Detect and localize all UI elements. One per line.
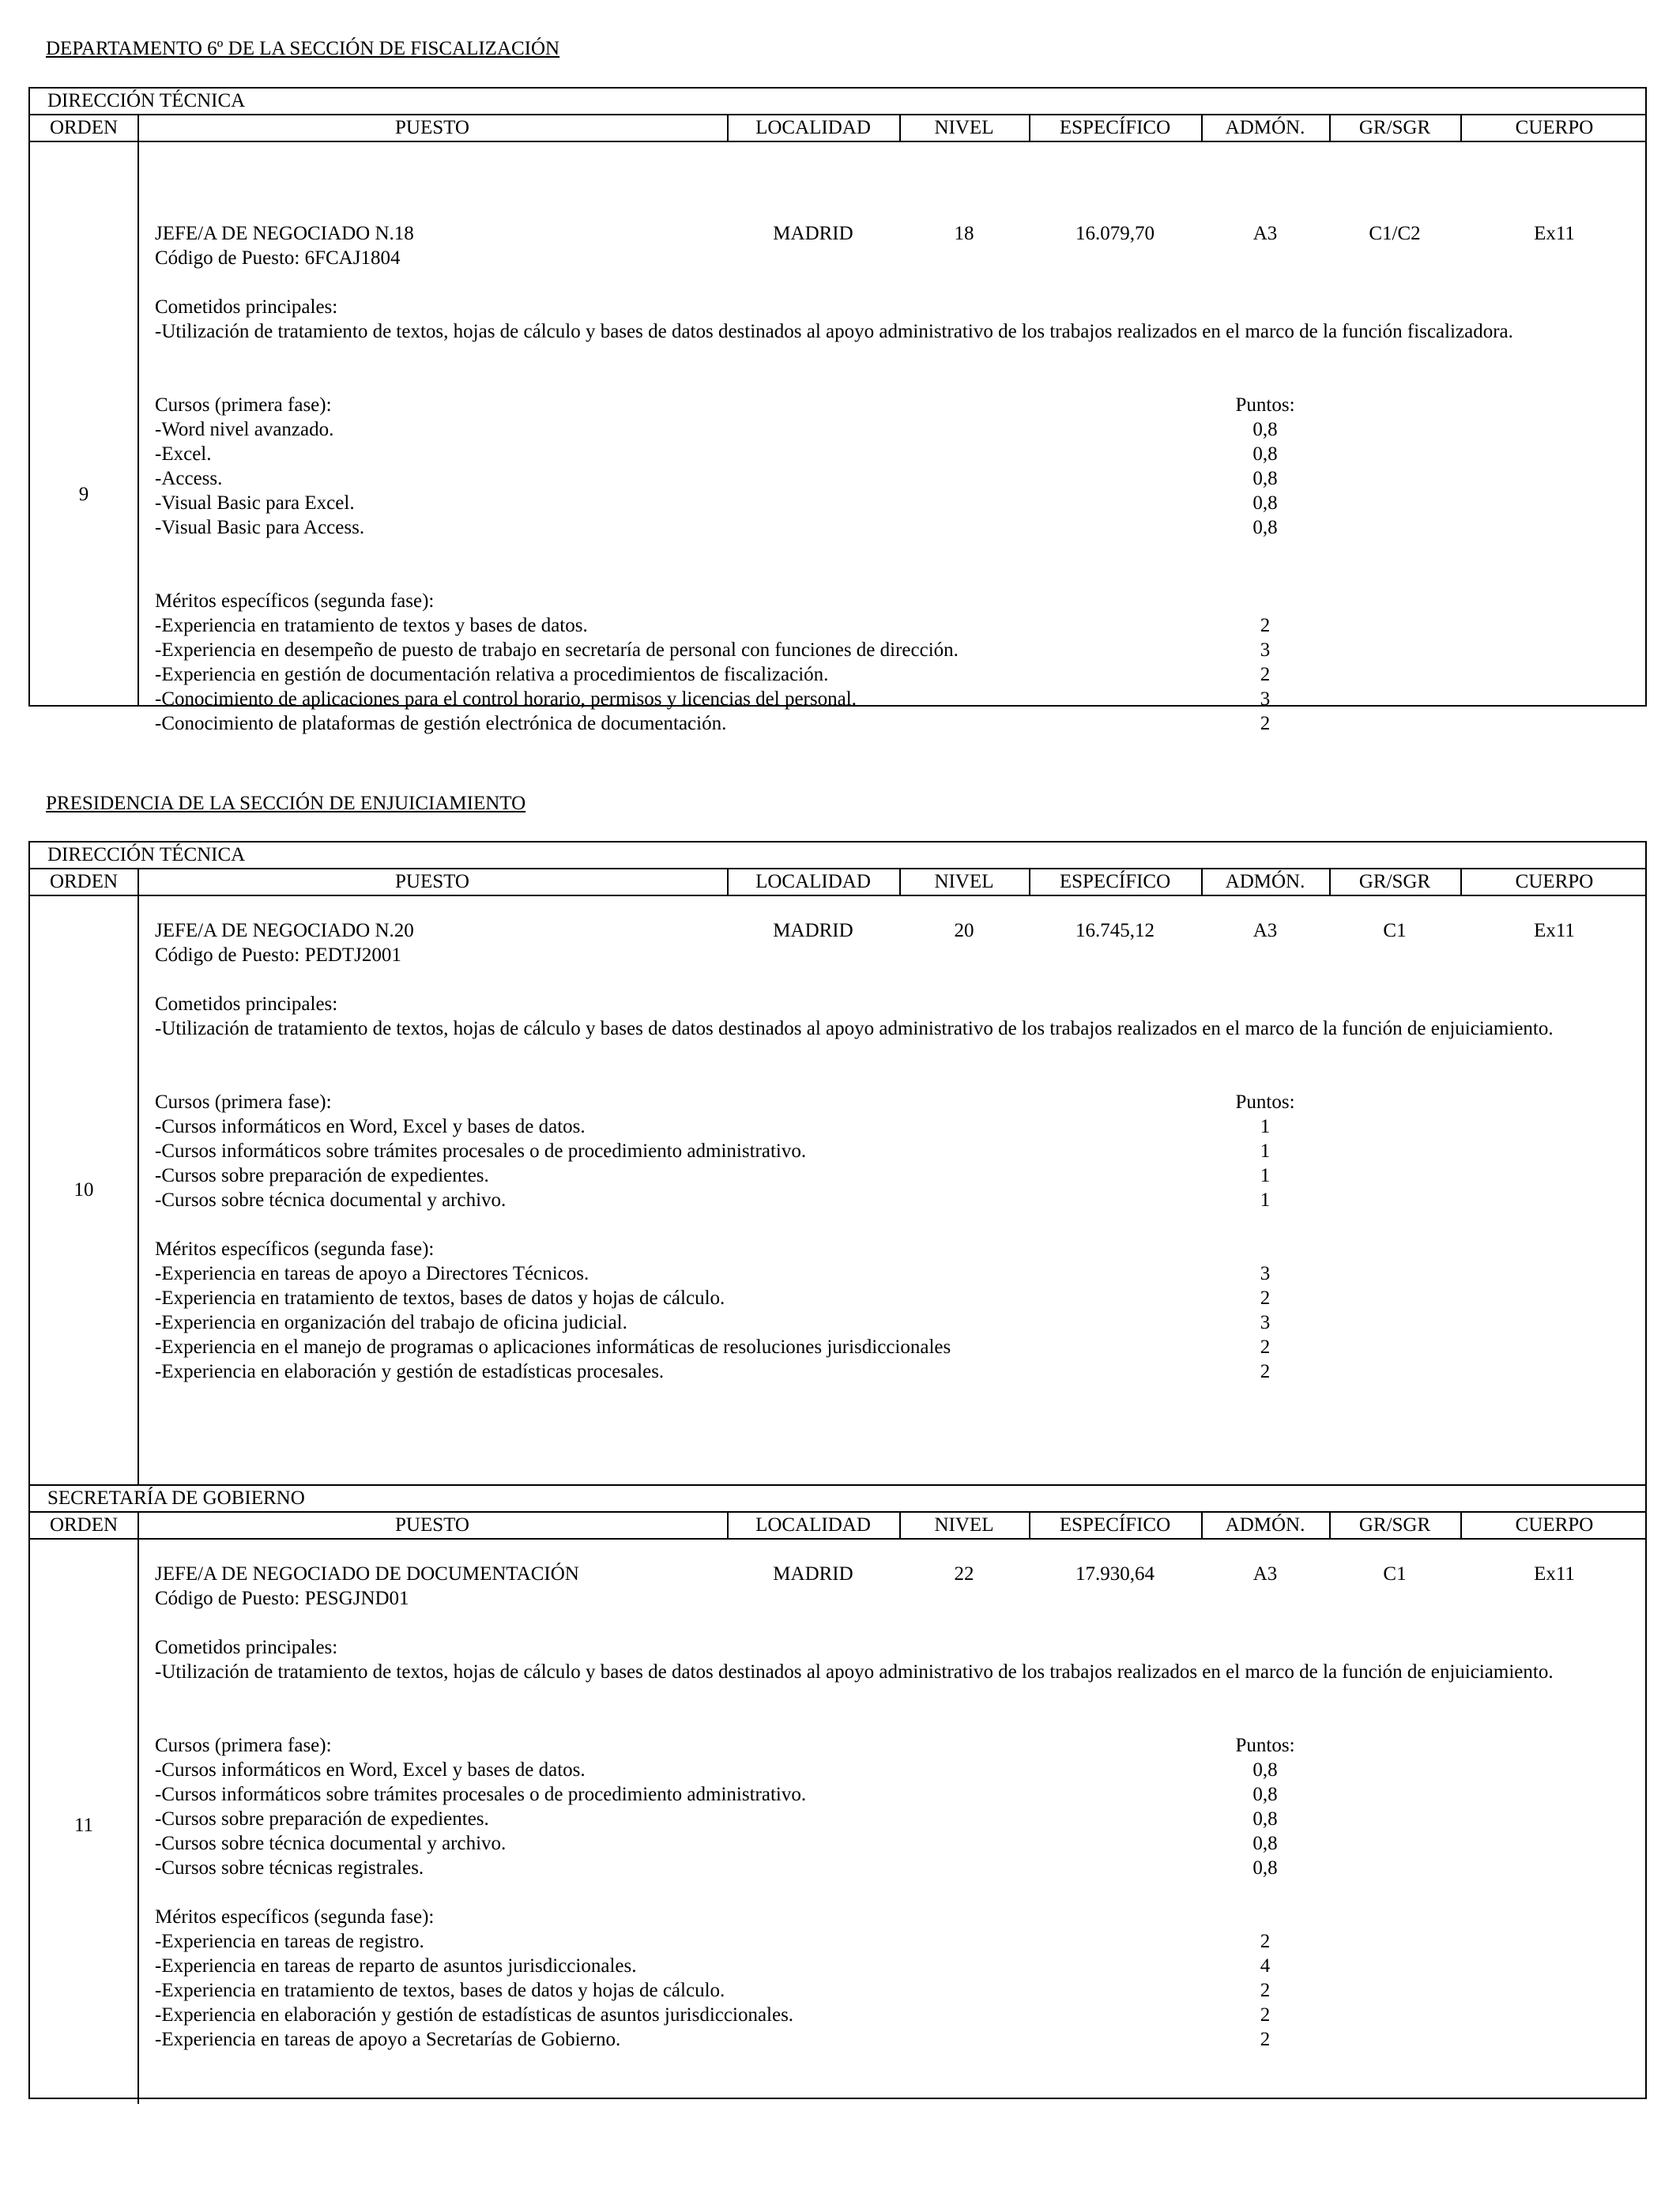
- points-value: 1: [1260, 1140, 1271, 1162]
- header-grsgr: GR/SGR: [1358, 117, 1431, 138]
- table-header: [30, 115, 1645, 142]
- header-cuerpo: CUERPO: [1515, 871, 1594, 892]
- points-value: 1: [1260, 1165, 1271, 1186]
- cometidos-label: Cometidos principales:: [155, 296, 338, 318]
- especifico-value: 17.930,64: [1075, 1563, 1155, 1585]
- points-value: 2: [1260, 2029, 1271, 2050]
- points-value: 0,8: [1252, 443, 1278, 465]
- points-value: 2: [1260, 1287, 1271, 1309]
- puntos-label: Puntos:: [1235, 1735, 1295, 1756]
- list-item: -Experiencia en tratamiento de textos y bases de datos.: [155, 615, 588, 636]
- points-value: 2: [1260, 1336, 1271, 1358]
- list-item: -Cursos informáticos en Word, Excel y bases de datos.: [155, 1759, 586, 1781]
- table-header: [30, 869, 1645, 896]
- cometidos-label: Cometidos principales:: [155, 993, 338, 1015]
- meritos-label: Méritos específicos (segunda fase):: [155, 590, 435, 612]
- points-value: 2: [1260, 1931, 1271, 1952]
- points-value: 2: [1260, 1361, 1271, 1382]
- list-item: -Experiencia en elaboración y gestión de estadísticas de asuntos jurisdiccionales.: [155, 2004, 794, 2026]
- nivel-value: 22: [954, 1563, 974, 1585]
- section-title-fiscalizacion: DEPARTAMENTO 6º DE LA SECCIÓN DE FISCALIZACIÓN: [46, 38, 560, 59]
- points-value: 0,8: [1252, 1808, 1278, 1830]
- list-item: -Visual Basic para Access.: [155, 517, 365, 538]
- points-value: 0,8: [1252, 1857, 1278, 1879]
- list-item: -Experiencia en tratamiento de textos, bases de datos y hojas de cálculo.: [155, 1980, 725, 2001]
- cometidos-text: -Utilización de tratamiento de textos, hojas de cálculo y bases de datos destinados al apoyo administrativo de los trabajos realizados en el marco de la función de enjuiciamiento.: [155, 1018, 1554, 1039]
- list-item: -Word nivel avanzado.: [155, 419, 334, 440]
- orden-number: 9: [78, 484, 89, 505]
- header-puesto: PUESTO: [394, 871, 469, 892]
- meritos-points: [1201, 1261, 1329, 1384]
- points-value: 2: [1260, 664, 1271, 685]
- grsgr-value: C1: [1383, 1563, 1407, 1585]
- table-row: [30, 142, 1645, 734]
- header-cuerpo: CUERPO: [1515, 1514, 1594, 1536]
- puesto-name: JEFE/A DE NEGOCIADO N.20: [155, 920, 414, 941]
- list-item: -Visual Basic para Excel.: [155, 492, 355, 514]
- localidad-value: MADRID: [773, 223, 853, 244]
- points-value: 2: [1260, 1980, 1271, 2001]
- list-item: -Experiencia en gestión de documentación relativa a procedimientos de fiscalización.: [155, 664, 829, 685]
- points-value: 0,8: [1252, 1833, 1278, 1854]
- cuerpo-value: Ex11: [1534, 223, 1575, 244]
- list-item: -Access.: [155, 468, 223, 489]
- band-direccion-tecnica: DIRECCIÓN TÉCNICA: [30, 843, 1645, 869]
- puntos-label: Puntos:: [1235, 1091, 1295, 1113]
- admon-value: A3: [1252, 1563, 1278, 1585]
- table-header: [30, 1513, 1645, 1540]
- points-value: 0,8: [1252, 1784, 1278, 1805]
- localidad-value: MADRID: [773, 920, 853, 941]
- points-value: 2: [1260, 2004, 1271, 2026]
- cometidos-text: -Utilización de tratamiento de textos, hojas de cálculo y bases de datos destinados al apoyo administrativo de los trabajos realizados en el marco de la función de enjuiciamiento.: [155, 1661, 1554, 1683]
- cometidos-text: -Utilización de tratamiento de textos, hojas de cálculo y bases de datos destinados al apoyo administrativo de los trabajos realizados en el marco de la función fiscalizadora.: [155, 321, 1513, 342]
- points-value: 3: [1260, 639, 1271, 661]
- orden-number: 11: [73, 1815, 94, 1836]
- cursos-label: Cursos (primera fase):: [155, 1735, 332, 1756]
- points-value: 3: [1260, 688, 1271, 710]
- band-secretaria-gobierno: SECRETARÍA DE GOBIERNO: [30, 1484, 1645, 1513]
- points-value: 3: [1260, 1312, 1271, 1333]
- localidad-value: MADRID: [773, 1563, 853, 1585]
- table-row: [30, 1540, 1645, 2104]
- admon-value: A3: [1252, 920, 1278, 941]
- points-value: 0,8: [1252, 492, 1278, 514]
- list-item: -Experiencia en el manejo de programas o aplicaciones informáticas de resoluciones jurisdiccionales: [155, 1336, 951, 1358]
- points-value: 0,8: [1252, 468, 1278, 489]
- header-admon: ADMÓN.: [1225, 1514, 1305, 1536]
- cuerpo-value: Ex11: [1534, 920, 1575, 941]
- header-admon: ADMÓN.: [1225, 117, 1305, 138]
- table-fiscalizacion: [28, 87, 1647, 734]
- meritos-label: Méritos específicos (segunda fase):: [155, 1238, 435, 1260]
- nivel-value: 20: [954, 920, 974, 941]
- points-value: 1: [1260, 1116, 1271, 1137]
- list-item: -Experiencia en tratamiento de textos, bases de datos y hojas de cálculo.: [155, 1287, 725, 1309]
- cursos-list: [155, 1758, 806, 1880]
- list-item: -Conocimiento de aplicaciones para el control horario, permisos y licencias del personal.: [155, 688, 857, 710]
- puesto-name: JEFE/A DE NEGOCIADO N.18: [155, 223, 414, 244]
- list-item: -Experiencia en desempeño de puesto de trabajo en secretaría de personal con funciones de dirección.: [155, 639, 959, 661]
- header-orden: ORDEN: [49, 117, 119, 138]
- cursos-list: [155, 1114, 806, 1212]
- header-especifico: ESPECÍFICO: [1059, 871, 1171, 892]
- cursos-label: Cursos (primera fase):: [155, 1091, 332, 1113]
- list-item: -Cursos sobre técnica documental y archivo.: [155, 1833, 507, 1854]
- meritos-points: [1201, 1929, 1329, 2052]
- table-row: [30, 896, 1645, 1484]
- cursos-points: [1201, 417, 1329, 540]
- points-value: 2: [1260, 713, 1271, 734]
- puntos-label: Puntos:: [1235, 394, 1295, 416]
- list-item: -Cursos informáticos en Word, Excel y bases de datos.: [155, 1116, 586, 1137]
- header-localidad: LOCALIDAD: [755, 871, 871, 892]
- meritos-list: [155, 1929, 793, 2052]
- nivel-value: 18: [954, 223, 974, 244]
- cursos-points: [1201, 1758, 1329, 1880]
- cometidos-label: Cometidos principales:: [155, 1637, 338, 1658]
- list-item: -Excel.: [155, 443, 212, 465]
- cursos-points: [1201, 1114, 1329, 1212]
- header-orden: ORDEN: [49, 871, 119, 892]
- points-value: 3: [1260, 1263, 1271, 1284]
- puesto-code: Código de Puesto: 6FCAJ1804: [155, 247, 401, 269]
- list-item: -Experiencia en tareas de apoyo a Directores Técnicos.: [155, 1263, 590, 1284]
- meritos-label: Méritos específicos (segunda fase):: [155, 1906, 435, 1928]
- list-item: -Cursos sobre técnicas registrales.: [155, 1857, 424, 1879]
- header-especifico: ESPECÍFICO: [1059, 1514, 1171, 1536]
- list-item: -Cursos sobre preparación de expedientes.: [155, 1808, 489, 1830]
- points-value: 0,8: [1252, 517, 1278, 538]
- points-value: 0,8: [1252, 419, 1278, 440]
- cursos-list: [155, 417, 364, 540]
- table-enjuiciamiento: [28, 841, 1647, 2099]
- meritos-list: [155, 1261, 951, 1384]
- header-grsgr: GR/SGR: [1358, 871, 1431, 892]
- meritos-points: [1201, 613, 1329, 736]
- header-cuerpo: CUERPO: [1515, 117, 1594, 138]
- list-item: -Experiencia en tareas de reparto de asuntos jurisdiccionales.: [155, 1955, 637, 1977]
- list-item: -Experiencia en elaboración y gestión de estadísticas procesales.: [155, 1361, 665, 1382]
- header-admon: ADMÓN.: [1225, 871, 1305, 892]
- header-especifico: ESPECÍFICO: [1059, 117, 1171, 138]
- puesto-code: Código de Puesto: PESGJND01: [155, 1588, 409, 1609]
- header-puesto: PUESTO: [394, 1514, 469, 1536]
- header-nivel: NIVEL: [934, 871, 994, 892]
- points-value: 2: [1260, 615, 1271, 636]
- grsgr-value: C1: [1383, 920, 1407, 941]
- cuerpo-value: Ex11: [1534, 1563, 1575, 1585]
- cursos-label: Cursos (primera fase):: [155, 394, 332, 416]
- header-orden: ORDEN: [49, 1514, 119, 1536]
- list-item: -Experiencia en organización del trabajo de oficina judicial.: [155, 1312, 627, 1333]
- list-item: -Experiencia en tareas de apoyo a Secretarías de Gobierno.: [155, 2029, 621, 2050]
- list-item: -Cursos informáticos sobre trámites procesales o de procedimiento administrativo.: [155, 1140, 807, 1162]
- header-nivel: NIVEL: [934, 117, 994, 138]
- puesto-code: Código de Puesto: PEDTJ2001: [155, 944, 401, 966]
- band-direccion-tecnica: DIRECCIÓN TÉCNICA: [30, 89, 1645, 115]
- header-localidad: LOCALIDAD: [755, 1514, 871, 1536]
- especifico-value: 16.745,12: [1075, 920, 1155, 941]
- list-item: -Cursos informáticos sobre trámites procesales o de procedimiento administrativo.: [155, 1784, 807, 1805]
- section-title-enjuiciamiento: PRESIDENCIA DE LA SECCIÓN DE ENJUICIAMIENTO: [46, 793, 526, 814]
- header-localidad: LOCALIDAD: [755, 117, 871, 138]
- especifico-value: 16.079,70: [1075, 223, 1155, 244]
- points-value: 1: [1260, 1189, 1271, 1211]
- puesto-name: JEFE/A DE NEGOCIADO DE DOCUMENTACIÓN: [155, 1563, 579, 1585]
- admon-value: A3: [1252, 223, 1278, 244]
- grsgr-value: C1/C2: [1369, 223, 1421, 244]
- header-puesto: PUESTO: [394, 117, 469, 138]
- list-item: -Cursos sobre preparación de expedientes.: [155, 1165, 489, 1186]
- points-value: 0,8: [1252, 1759, 1278, 1781]
- orden-number: 10: [73, 1179, 94, 1201]
- header-grsgr: GR/SGR: [1358, 1514, 1431, 1536]
- list-item: -Cursos sobre técnica documental y archivo.: [155, 1189, 507, 1211]
- header-nivel: NIVEL: [934, 1514, 994, 1536]
- meritos-list: [155, 613, 959, 736]
- list-item: -Experiencia en tareas de registro.: [155, 1931, 424, 1952]
- list-item: -Conocimiento de plataformas de gestión electrónica de documentación.: [155, 713, 727, 734]
- points-value: 4: [1260, 1955, 1271, 1977]
